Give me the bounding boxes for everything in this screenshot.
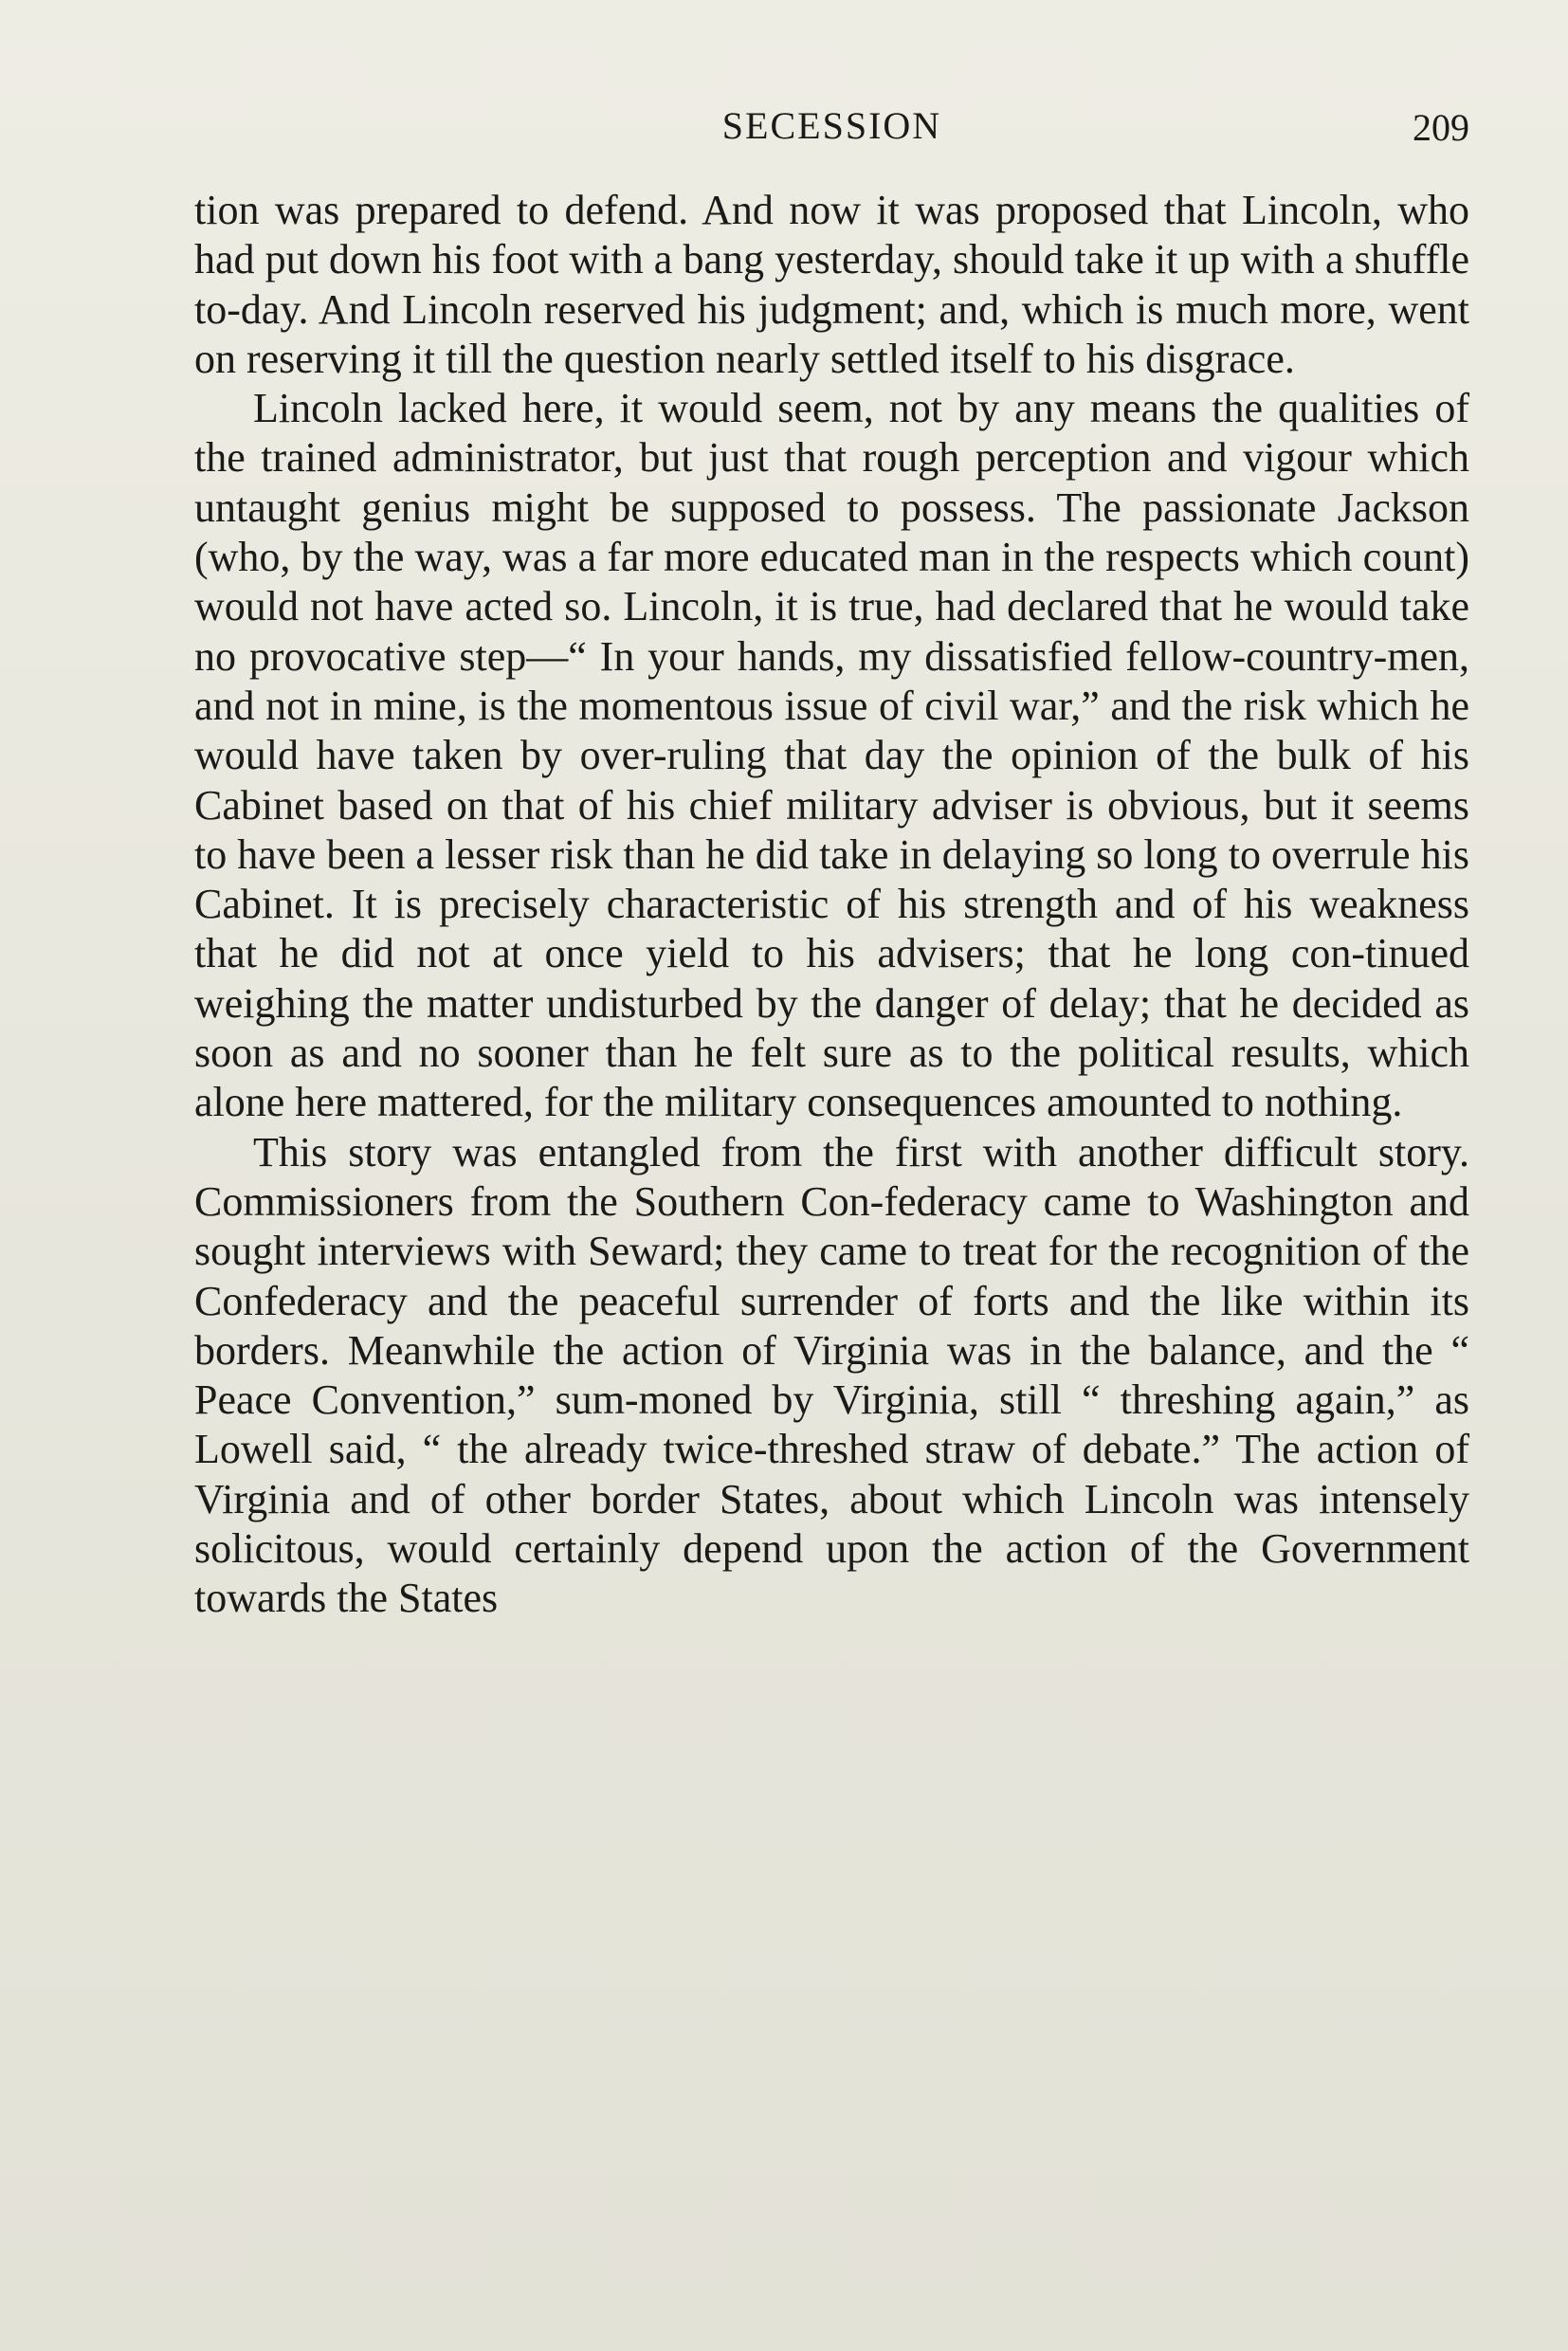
paragraph-continuation: tion was prepared to defend. And now it was proposed that Lincoln, who had put down his foot with a bang yesterday, should take it up with a shuffle to-day. And Lincoln reserved his judgment; and, which is much more, went on reserving it till the question nearly settled itself to his disgrace. bbox=[194, 187, 1469, 382]
paragraph-this-story: This story was entangled from the first with another difficult story. Commissioners from the Southern Con-federacy came to Washington and sought interviews with Seward; they came to treat for the recognition of the Confederacy and the peaceful surrender of forts and the like within its borders. Meanwhile the action of Virginia was in the balance, and the “ Peace Convention,” sum-moned by Virginia, still “ threshing again,” as Lowell said, “ the already twice-threshed straw of debate.” The action of Virginia and of other border States, about which Lincoln was intensely solicitous, would certainly depend upon the action of the Government towards the States bbox=[194, 1128, 1469, 1622]
body-text bbox=[194, 186, 1469, 1624]
page-number: 209 bbox=[1413, 106, 1469, 149]
running-title: SECESSION bbox=[721, 104, 942, 147]
running-head bbox=[194, 102, 1469, 150]
paragraph-lincoln-lacked: Lincoln lacked here, it would seem, not by any means the qualities of the trained administrator, but just that rough perception and vigour which untaught genius might be supposed to possess. The passionate Jackson (who, by the way, was a far more educated man in the respects which count) would not have acted so. Lincoln, it is true, had declared that he would take no provocative step—“ In your hands, my dissatisfied fellow-country-men, and not in mine, is the momentous issue of civil war,” and the risk which he would have taken by over-ruling that day the opinion of the bulk of his Cabinet based on that of his chief military adviser is obvious, but it seems to have been a lesser risk than he did take in delaying so long to overrule his Cabinet. It is precisely characteristic of his strength and of his weakness that he did not at once yield to his advisers; that he long con-tinued weighing the matter undisturbed by the danger of delay; that he decided as soon as and no sooner than he felt sure as to the political results, which alone here mattered, for the military consequences amounted to nothing. bbox=[194, 385, 1469, 1126]
